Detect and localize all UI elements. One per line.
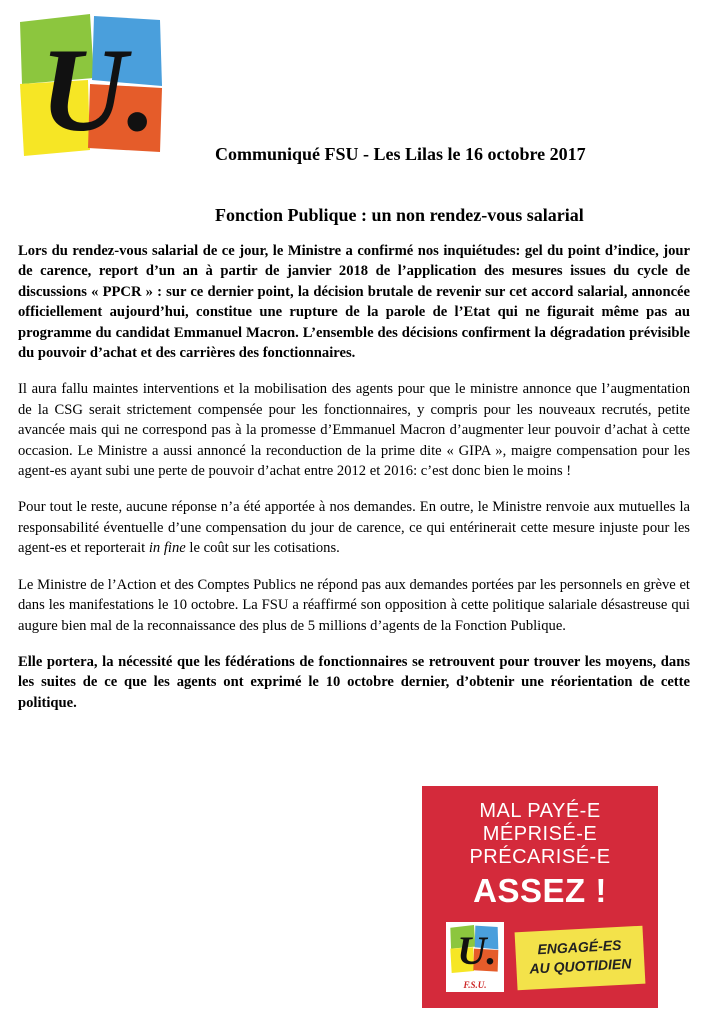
poster-logo-text: F.S.U. xyxy=(463,980,487,990)
fsu-logo xyxy=(20,14,166,156)
paragraph-ministre: Le Ministre de l’Action et des Comptes Publics ne répond pas aux demandes portées par les personnels en grève et dans les manifestations le 10 octobre. La FSU a réaffirmé son opposition à cette politique salariale désastreuse qui augure bien mal de la reconnaissance des plus de 5 millions d’agents de la Fonction Publique. xyxy=(18,576,690,634)
paragraph-conclusion: Elle portera, la nécessité que les fédérations de fonctionnaires se retrouvent pour trouver les moyens, dans les suites de ce que les agents ont exprimé le 10 octobre dernier, d’obtenir une réorientation de cette politique. xyxy=(18,653,690,711)
campaign-poster xyxy=(422,786,658,1008)
poster-line-3: PRÉCARISÉ-E xyxy=(469,846,611,868)
poster-slogan: ASSEZ ! xyxy=(473,872,607,909)
page-subtitle: Fonction Publique : un non rendez-vous salarial xyxy=(215,205,584,225)
paragraph-carence-start: Pour tout le reste, aucune réponse n’a été apportée à nos demandes. En outre, le Ministre renvoie aux mutuelles la responsabilité éventuelle d’une compensation du jour de carence, ce qui entérinerait cette mesure injuste pour les agent-es et reporterait xyxy=(18,499,690,557)
poster-fsu-logo xyxy=(446,922,504,992)
poster-sticker xyxy=(515,926,646,991)
poster-line-2: MÉPRISÉ-E xyxy=(482,823,598,845)
paragraph-intro: Lors du rendez-vous salarial de ce jour, le Ministre a confirmé nos inquiétudes: gel du point d’indice, jour de carence, report d’un an à partir de janvier 2018 de l’application des mesures issues du cycle de discussions « PPCR » : sur ce dernier point, la décision brutale de revenir sur cet accord salarial, annoncée officiellement aujourd’hui, constitue une rupture de la parole de l’Etat qui ne figurait même pas au programme du candidat Emmanuel Macron. L’ensemble des décisions confirment la dégradation prévisible du pouvoir d’achat et des carrières des fonctionnaires. xyxy=(18,243,690,362)
page-title: Communiqué FSU - Les Lilas le 16 octobre 2017 xyxy=(215,144,586,164)
svg-text:U.: U. xyxy=(457,928,497,973)
sticker-line-1: ENGAGÉ-ES xyxy=(537,936,622,958)
communique-body xyxy=(18,241,690,729)
poster-line-1: MAL PAYÉ-E xyxy=(479,800,601,822)
sticker-line-2: AU QUOTIDIEN xyxy=(529,955,632,977)
paragraph-carence xyxy=(18,497,690,558)
logo-letter: U. xyxy=(40,23,157,156)
paragraph-csg: Il aura fallu maintes interventions et la mobilisation des agents pour que le ministre annonce que l’augmentation de la CSG serait strictement compensée pour les fonctionnaires, y compris pour les nouveaux recrutés, petite avancée mais qui ne correspond pas à la promesse d’Emmanuel Macron d’augmenter leur pouvoir d’achat à cette occasion. Le Ministre a aussi annoncé la reconduction de la prime dite « GIPA », maigre compensation pour les agent-es ayant subi une perte de pouvoir d’achat entre 2012 et 2016: c’est donc bien le moins ! xyxy=(18,381,690,480)
paragraph-carence-end: le coût sur les cotisations. xyxy=(185,540,340,557)
paragraph-carence-italic: in fine xyxy=(148,540,186,557)
poster-logo-icon xyxy=(449,925,501,973)
